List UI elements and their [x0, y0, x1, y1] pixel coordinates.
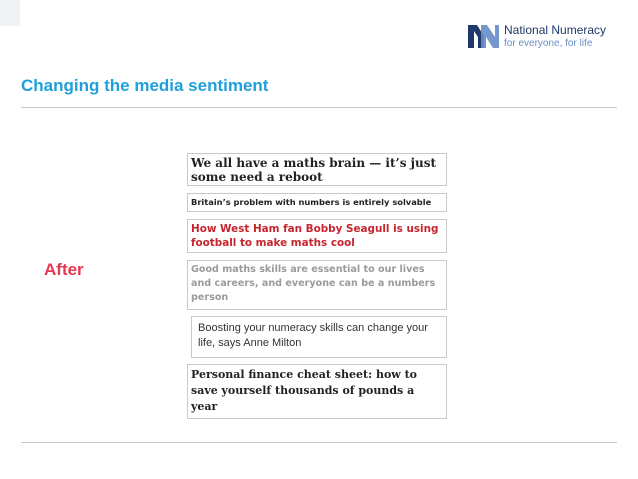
headline-text-2: Britain’s problem with numbers is entirely solvable: [191, 197, 432, 207]
headline-clipping-5: [191, 316, 447, 358]
after-label: After: [44, 260, 84, 279]
bottom-divider: [21, 442, 617, 443]
logo-tagline: for everyone, for life: [504, 38, 593, 49]
nn-logo-icon: [466, 22, 500, 50]
headline-clipping-2: [187, 193, 447, 212]
headline-text-3: How West Ham fan Bobby Seagull is using football to make maths cool: [191, 223, 439, 249]
headline-clipping-3: [187, 219, 447, 253]
headline-clipping-1: [187, 153, 447, 186]
headline-clipping-6: [187, 364, 447, 419]
national-numeracy-logo: [466, 22, 626, 52]
top-divider: [21, 107, 617, 108]
headline-text-6: Personal finance cheat sheet: how to save yourself thousands of pounds a year: [191, 368, 418, 413]
headline-text-1: We all have a maths brain — it’s just some need a reboot: [191, 156, 436, 184]
corner-decoration: [0, 0, 20, 26]
headline-clipping-4: [187, 260, 447, 310]
logo-name: National Numeracy: [504, 23, 607, 37]
headline-text-4: Good maths skills are essential to our lives and careers, and everyone can be a numbers person: [191, 264, 436, 303]
slide-title: Changing the media sentiment: [21, 76, 269, 95]
headline-text-5: Boosting your numeracy skills can change your life, says Anne Milton: [198, 322, 428, 349]
